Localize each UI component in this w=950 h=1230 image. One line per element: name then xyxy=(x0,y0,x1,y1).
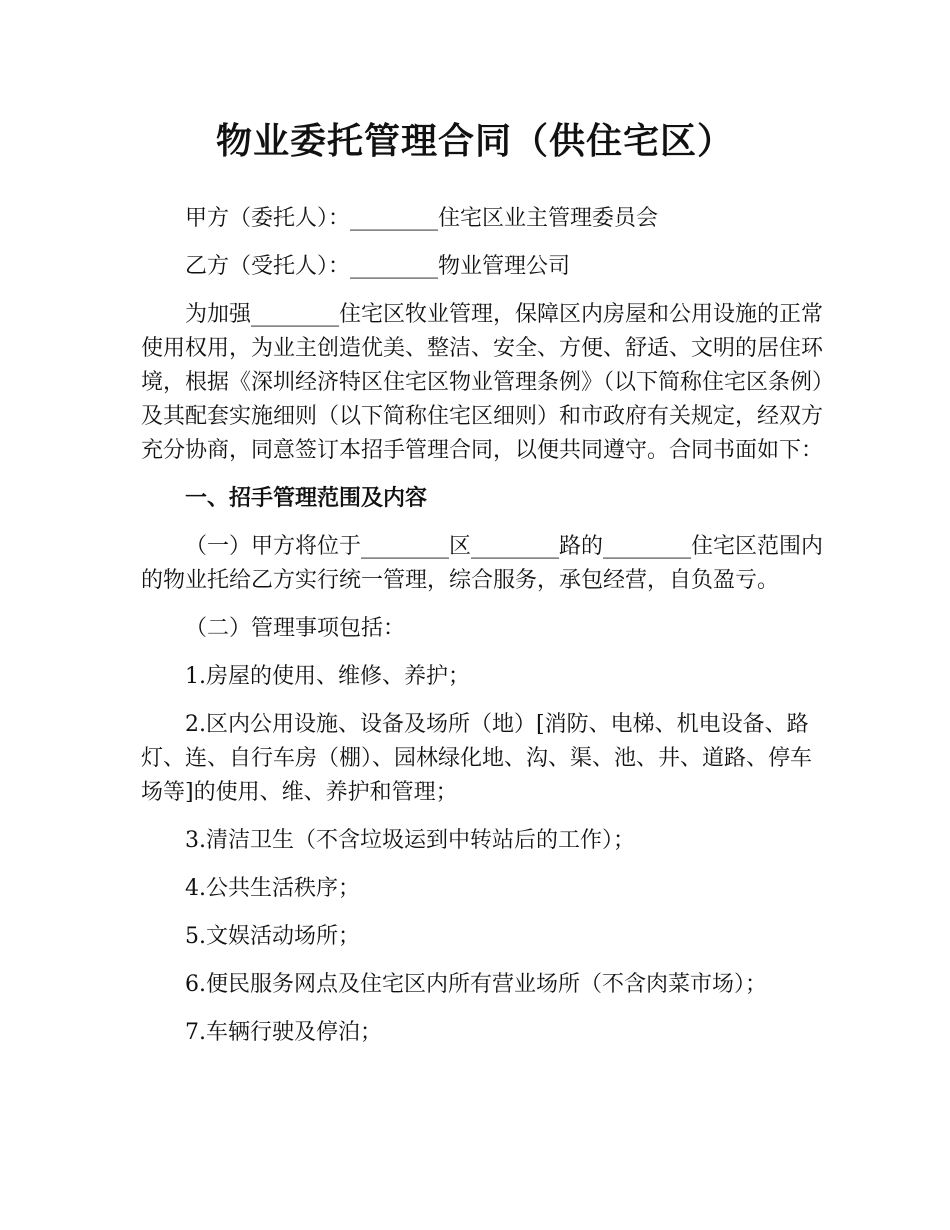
preamble-prefix: 为加强 xyxy=(185,302,252,327)
party-b-line xyxy=(141,250,825,284)
clause-1-blank-road: ________ xyxy=(471,534,560,559)
preamble-paragraph xyxy=(141,298,825,468)
clause-1-blank-name: ________ xyxy=(603,534,692,559)
clause-2-heading: （二）管理事项包括： xyxy=(185,616,406,641)
list-item: 1.房屋的使用、维修、养护； xyxy=(185,664,470,689)
party-b-blank: ________ xyxy=(350,254,439,279)
clause-1-blank-district: ________ xyxy=(361,534,450,559)
list-item: 6.便民服务网点及住宅区内所有营业场所（不含肉菜市场）； xyxy=(185,972,767,997)
list-item: 3.清洁卫生（不含垃圾运到中转站后的工作）； xyxy=(185,828,635,853)
clause-1-prefix: （一）甲方将位于 xyxy=(185,534,362,559)
document-title: 物业委托管理合同（供住宅区） xyxy=(215,121,734,162)
clause-1-text: 住宅区范围内的物业托给乙方实行统一管理，综合服务，承包经营，自负盈亏。 xyxy=(141,534,824,593)
list-item: 7.车辆行驶及停泊； xyxy=(185,1020,382,1045)
clause-1-road-label: 路的 xyxy=(559,534,604,559)
party-a-blank: ________ xyxy=(350,206,439,231)
party-a-label: 甲方（委托人）： xyxy=(185,206,351,231)
party-b-name: 物业管理公司 xyxy=(438,254,571,279)
preamble-text: 住宅区牧业管理，保障区内房屋和公用设施的正常使用权用，为业主创造优美、整洁、安全、方便、舒适、文明的居住环境，根据《深圳经济特区住宅区物业管理条例》（以下简称住宅区条例）及其配套实施细则（以下简称住宅区细则）和市政府有关规定，经双方充分协商，同意签订本招手管理合同，以便共同遵守。合同书面如下： xyxy=(141,302,824,463)
clause-1-paragraph xyxy=(141,530,825,598)
party-a-line xyxy=(141,202,825,236)
list-item: 4.公共生活秩序； xyxy=(185,876,360,901)
list-item: 5.文娱活动场所； xyxy=(185,924,360,949)
party-b-label: 乙方（受托人）： xyxy=(185,254,351,279)
section-1-heading: 一、招手管理范围及内容 xyxy=(185,486,428,511)
clause-1-district-label: 区 xyxy=(449,534,472,559)
document-body xyxy=(141,202,825,1050)
party-a-name: 住宅区业主管理委员会 xyxy=(438,206,659,231)
list-item: 2.区内公用设施、设备及场所（地）[消防、电梯、机电设备、路灯、连、自行车房（棚）、园林绿化地、沟、渠、池、井、道路、停车场等]的使用、维、养护和管理； xyxy=(141,712,813,805)
preamble-blank: ________ xyxy=(251,302,340,327)
